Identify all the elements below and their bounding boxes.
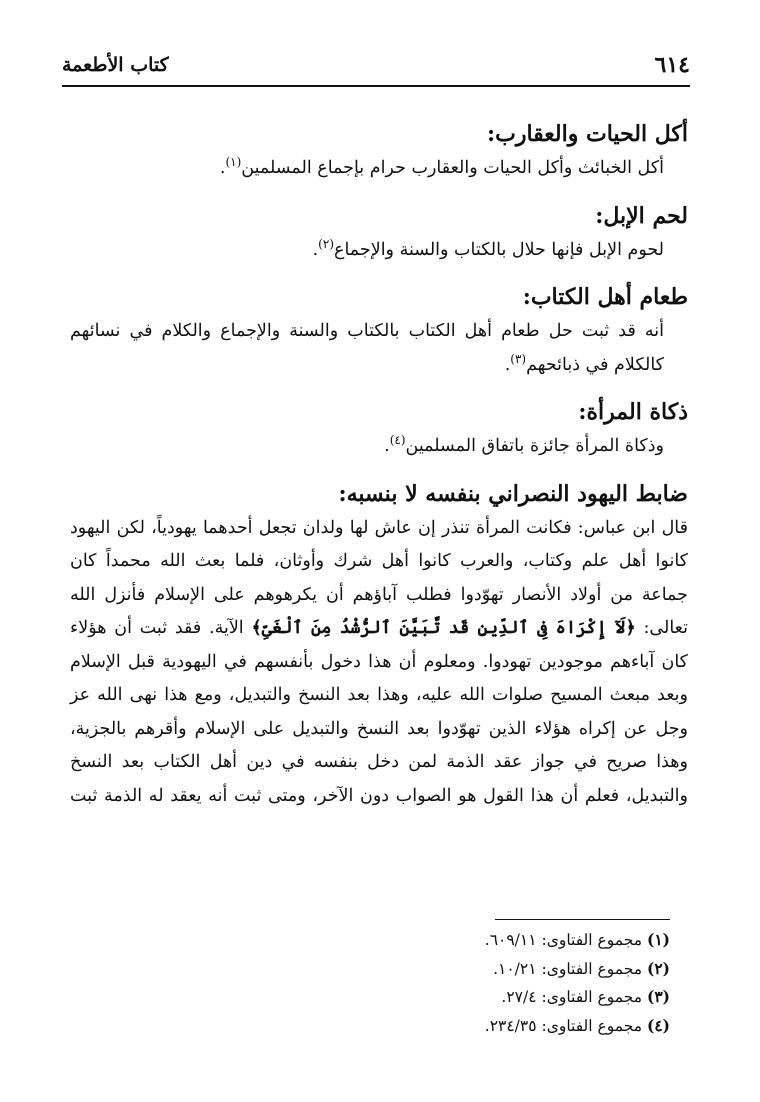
- section-snakes-scorpions: [70, 116, 688, 186]
- section-heading: طعام أهل الكتاب:: [522, 284, 688, 310]
- section-paragraph: أكل الخبائث وأكل الحيات والعقارب حرام بإجماع المسلمين$^{(١)}$.: [219, 155, 664, 178]
- footnote-separator: [495, 919, 670, 920]
- footnote-ref: (٤): [389, 433, 406, 448]
- section-jewish-criterion: [70, 476, 688, 814]
- section-paragraph: لحوم الإبل فإنها حلال بالكتاب والسنة والإجماع$^{(٢)}$.: [312, 236, 664, 260]
- page-number: ٦١٤: [654, 52, 690, 78]
- footnote-item: (١) مجموع الفتاوى: ٦٠٩/١١.: [484, 930, 670, 949]
- section-heading: ذكاة المرأة:: [578, 399, 688, 425]
- main-text: [70, 116, 688, 825]
- footnote-item: (٣) مجموع الفتاوى: ٢٧/٤.: [501, 987, 670, 1006]
- footnote-item: (٤) مجموع الفتاوى: ٢٣٤/٣٥.: [484, 1015, 670, 1035]
- footnote-item: (٢) مجموع الفتاوى: ١٠/٢١.: [493, 958, 670, 978]
- footnote-ref: (٢): [318, 236, 334, 251]
- page-header: [62, 52, 690, 82]
- quran-verse: ﴿لَآ إِكْرَاهَ فِى ٱلدِّينِ قَد تَّبَيَّنَ ٱلرُّشْدُ مِنَ ٱلْغَىِّ﴾: [251, 618, 636, 638]
- section-camel-meat: [70, 198, 688, 268]
- section-heading: أكل الحيات والعقارب:: [487, 121, 688, 147]
- footnote-ref: (٣): [510, 351, 527, 366]
- section-heading: ضابط اليهود النصراني بنفسه لا بنسبه:: [338, 480, 688, 507]
- section-paragraph: أنه قد ثبت حل طعام أهل الكتاب بالكتاب والسنة والإجماع والكلام في نسائهم كالكلام في ذبائحهم$^{(٣)}$.: [70, 321, 664, 375]
- section-heading: لحم الإبل:: [595, 202, 688, 229]
- footnotes: [290, 926, 670, 1040]
- header-rule: [62, 85, 690, 87]
- footnote-ref: (١): [225, 155, 242, 170]
- section-woman-slaughter: [70, 394, 688, 464]
- section-paragraph: وذكاة المرأة جائزة باتفاق المسلمين$^{(٤)}$.: [384, 433, 664, 456]
- section-people-of-book-food: [70, 279, 688, 382]
- section-paragraph: قال ابن عباس: فكانت المرأة تنذر إن عاش لها ولدان تجعل أحدهما يهودياً، لكن اليهود كانوا أهل علم وكتاب، والعرب كانوا أهل شرك وأوثان، فلما بعث الله محمداً كان جماعة من أولاد الأنصار تهوّدوا فطلب آباؤهم أن يكرهوهم على الإسلام فأنزل الله تعالى: ﴿لَآ إِكْرَاهَ فِى ٱلدِّينِ قَد تَّبَيَّنَ ٱلرُّشْدُ مِنَ ٱلْغَىِّ﴾ الآية. فقد ثبت أن هؤلاء كان آباءهم موجودين تهودوا. ومعلوم أن هذا دخول بأنفسهم في اليهودية قبل الإسلام وبعد مبعث المسيح صلوات الله عليه، وهذا بعد النسخ والتبديل، ومع هذا نهى الله عز وجل عن إكراه هؤلاء الذين تهوّدوا بعد النسخ والتبديل على الإسلام وأقرهم بالجزية، وهذا صريح في جواز عقد الذمة لمن دخل بنفسه في دين أهل الكتاب بعد النسخ والتبديل، فعلم أن هذا القول هو الصواب دون الآخر، ومتى ثبت أنه يعقد له الذمة ثبت: [70, 517, 688, 806]
- running-title: كتاب الأطعمة: [62, 54, 169, 76]
